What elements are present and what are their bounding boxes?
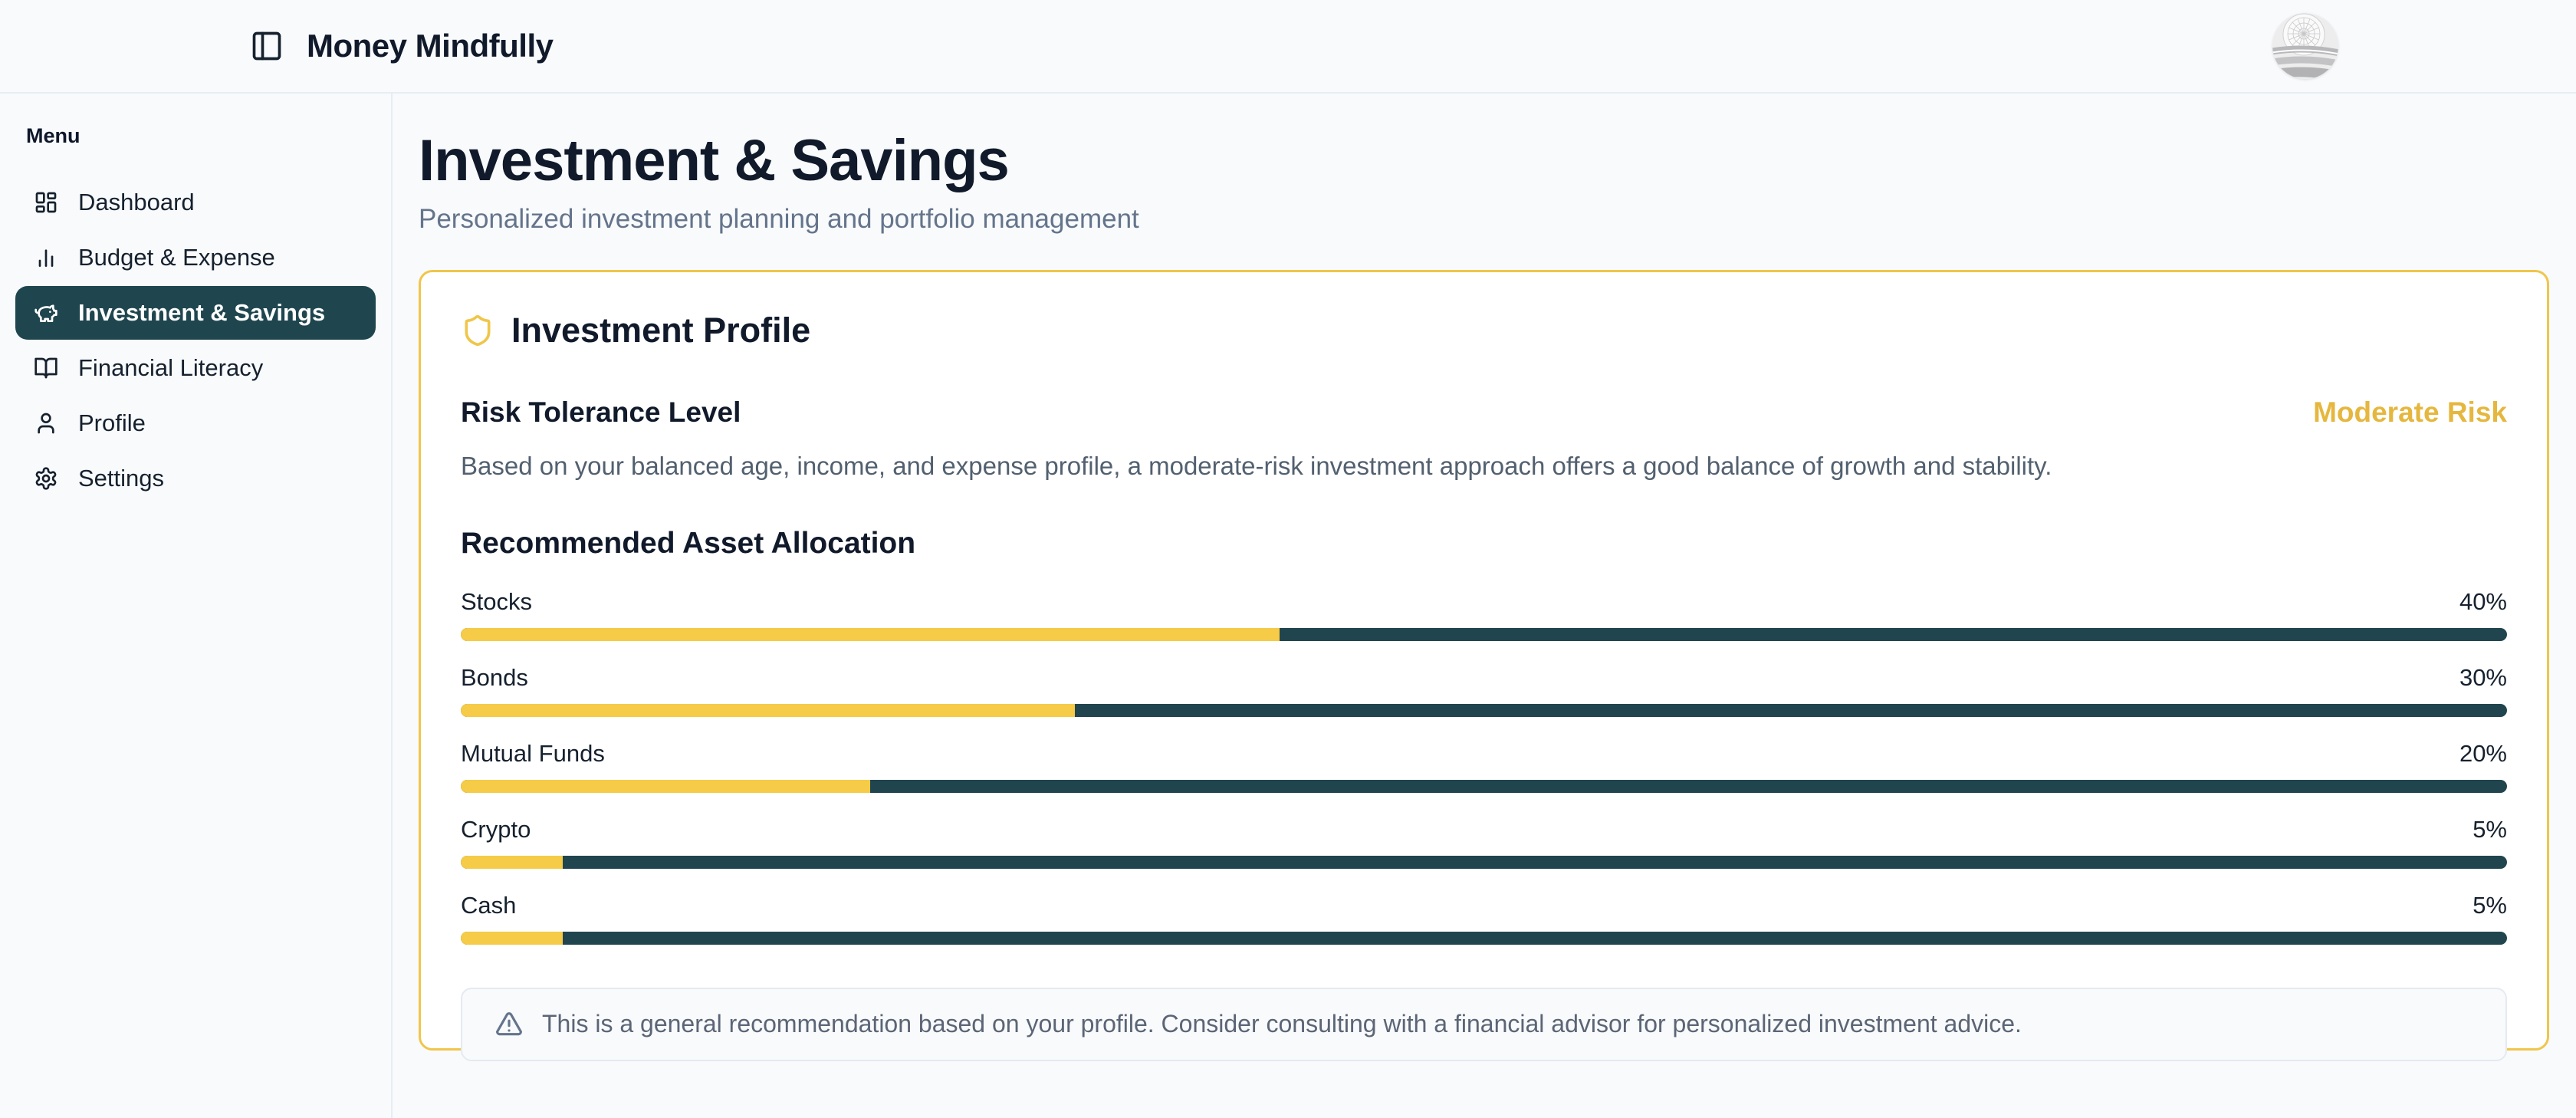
piggy-bank-icon — [34, 301, 58, 325]
allocation-progress-track — [461, 780, 2507, 793]
sidebar-item-investment-savings[interactable] — [15, 286, 376, 340]
panel-left-icon — [250, 29, 284, 63]
gear-icon — [34, 466, 58, 491]
dome-photo-icon — [2272, 13, 2338, 79]
header-left — [250, 28, 554, 64]
investment-profile-card — [419, 270, 2549, 1051]
allocation-label: Cash — [461, 891, 517, 919]
sidebar — [0, 94, 393, 1118]
sidebar-item-profile[interactable] — [15, 396, 376, 450]
allocation-row-stocks — [461, 588, 2507, 641]
risk-description: Based on your balanced age, income, and expense profile, a moderate-risk investment approach offers a good balance of growth and stability. — [461, 451, 2052, 480]
sidebar-item-label: Budget & Expense — [78, 244, 275, 271]
allocation-value: 20% — [2459, 739, 2507, 767]
body-row — [0, 94, 2576, 1118]
sidebar-toggle-button[interactable] — [250, 29, 284, 63]
advisor-note-text: This is a general recommendation based on your profile. Consider consulting with a financial advisor for personalized investment advice. — [542, 1010, 2022, 1038]
dashboard-icon — [34, 190, 58, 215]
card-title: Investment Profile — [511, 310, 811, 350]
allocation-progress-fill — [461, 856, 563, 869]
page-subtitle: Personalized investment planning and portfolio management — [419, 203, 1139, 234]
app-title: Money Mindfully — [307, 28, 554, 64]
sidebar-item-label: Settings — [78, 465, 165, 492]
allocation-progress-fill — [461, 628, 1280, 641]
warning-triangle-icon — [495, 1010, 524, 1039]
allocation-label: Crypto — [461, 815, 531, 843]
sidebar-item-label: Investment & Savings — [78, 299, 326, 326]
card-header — [461, 311, 2507, 350]
bar-chart-icon — [34, 245, 58, 270]
main-content — [393, 94, 2576, 1118]
sidebar-section-label: Menu — [26, 124, 80, 147]
sidebar-item-label: Dashboard — [78, 189, 195, 215]
allocation-progress-track — [461, 856, 2507, 869]
allocation-value: 5% — [2472, 891, 2507, 919]
allocation-heading: Recommended Asset Allocation — [461, 526, 916, 560]
allocation-label: Mutual Funds — [461, 739, 605, 767]
allocation-label: Bonds — [461, 663, 528, 691]
page-title: Investment & Savings — [419, 128, 1009, 193]
allocation-value: 5% — [2472, 815, 2507, 843]
risk-tolerance-row — [461, 396, 2507, 429]
book-open-icon — [34, 356, 58, 380]
sidebar-item-settings[interactable] — [15, 452, 376, 505]
allocation-value: 30% — [2459, 663, 2507, 691]
allocation-progress-fill — [461, 780, 870, 793]
allocation-progress-track — [461, 628, 2507, 641]
allocation-row-mutual-funds — [461, 740, 2507, 793]
allocation-row-bonds — [461, 664, 2507, 717]
allocation-row-crypto — [461, 816, 2507, 869]
risk-level-badge: Moderate Risk — [2313, 396, 2507, 428]
allocation-list — [461, 588, 2507, 945]
app-header — [0, 0, 2576, 94]
allocation-progress-fill — [461, 932, 563, 945]
allocation-value: 40% — [2459, 587, 2507, 615]
advisor-note — [461, 988, 2507, 1061]
allocation-progress-track — [461, 704, 2507, 717]
sidebar-item-budget-expense[interactable] — [15, 231, 376, 284]
user-icon — [34, 411, 58, 436]
sidebar-item-label: Financial Literacy — [78, 354, 264, 381]
allocation-progress-track — [461, 932, 2507, 945]
allocation-label: Stocks — [461, 587, 533, 615]
risk-tolerance-heading: Risk Tolerance Level — [461, 396, 741, 428]
shield-icon — [461, 314, 495, 347]
allocation-row-cash — [461, 892, 2507, 945]
sidebar-item-label: Profile — [78, 409, 146, 436]
sidebar-item-financial-literacy[interactable] — [15, 341, 376, 395]
allocation-progress-fill — [461, 704, 1075, 717]
sidebar-item-dashboard[interactable] — [15, 176, 376, 229]
avatar[interactable] — [2272, 13, 2338, 79]
